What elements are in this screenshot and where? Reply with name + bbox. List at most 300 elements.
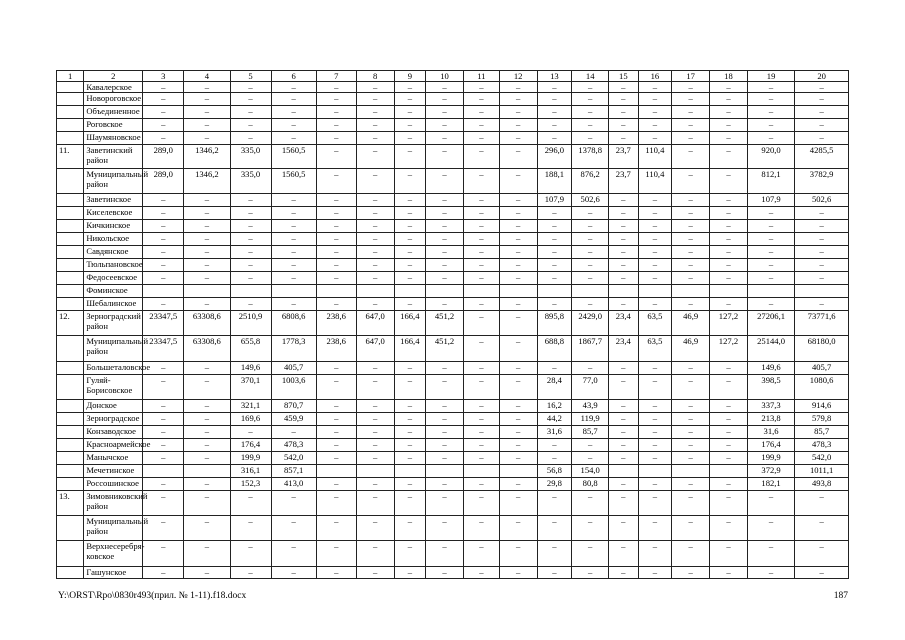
table-cell: – [710,132,748,145]
table-cell: – [463,119,499,132]
table-cell: 289,0 [143,145,184,169]
table-cell: 23,7 [609,169,638,194]
table-cell: – [426,119,464,132]
table-cell: – [426,439,464,452]
table-cell: – [672,145,710,169]
table-cell: – [316,207,356,220]
table-cell: – [463,426,499,439]
table-cell: – [572,541,609,567]
table-cell: Шебалинское [84,298,143,311]
table-row [57,106,849,119]
column-number: 4 [184,71,230,82]
table-row [57,207,849,220]
table-row [57,516,849,541]
table-cell: 870,7 [271,400,316,413]
table-cell: – [271,516,316,541]
table-cell: – [747,516,794,541]
table-cell: – [394,233,426,246]
table-cell: – [747,491,794,516]
table-cell: – [747,259,794,272]
table-row [57,311,849,336]
table-cell: 335,0 [230,169,271,194]
table-row [57,439,849,452]
table-cell: – [672,169,710,194]
table-cell: 46,9 [672,336,710,362]
table-cell: 542,0 [271,452,316,465]
table-cell: 56,8 [537,465,572,478]
table-cell: – [795,132,849,145]
table-cell: 23347,5 [143,336,184,362]
table-cell: – [499,516,537,541]
table-cell: Новороговское [84,93,143,106]
column-number: 10 [426,71,464,82]
table-cell: – [672,439,710,452]
table-cell: Тюльпановское [84,259,143,272]
table-cell: 451,2 [426,311,464,336]
table-cell: – [394,478,426,491]
table-cell: – [316,132,356,145]
table-cell: – [356,194,394,207]
table-cell: 27206,1 [747,311,794,336]
column-number: 2 [84,71,143,82]
table-cell: – [184,478,230,491]
table-cell: – [609,132,638,145]
table-cell: – [710,298,748,311]
table-cell: – [271,233,316,246]
table-cell [57,362,84,375]
table-cell: – [499,491,537,516]
table-cell: 876,2 [572,169,609,194]
table-cell: – [356,491,394,516]
table-cell: – [143,246,184,259]
table-cell: – [394,491,426,516]
table-cell: – [271,220,316,233]
table-cell: 23,7 [609,145,638,169]
table-cell: – [499,413,537,426]
table-cell: – [609,375,638,400]
table-cell: 1378,8 [572,145,609,169]
table-cell: – [710,106,748,119]
table-cell: – [537,93,572,106]
table-cell: Гашунское [84,567,143,579]
table-cell: – [710,362,748,375]
table-cell: 213,8 [747,413,794,426]
table-cell: – [638,362,672,375]
table-cell [57,119,84,132]
table-cell: – [463,541,499,567]
table-cell: Шаумяновское [84,132,143,145]
table-cell: – [316,82,356,93]
table-cell: – [271,541,316,567]
table-cell: – [609,516,638,541]
table-cell: 199,9 [230,452,271,465]
table-cell: 152,3 [230,478,271,491]
table-cell: – [710,145,748,169]
table-cell: – [795,246,849,259]
table-cell: – [638,452,672,465]
table-cell: – [609,259,638,272]
table-cell: – [638,82,672,93]
table-cell: – [394,106,426,119]
table-cell: – [710,400,748,413]
table-cell: – [638,207,672,220]
table-cell: – [394,516,426,541]
table-cell: – [143,207,184,220]
table-cell: – [537,259,572,272]
table-cell: – [638,400,672,413]
table-cell: 321,1 [230,400,271,413]
table-cell: – [463,132,499,145]
table-cell [426,285,464,298]
table-cell [184,285,230,298]
table-cell: – [463,93,499,106]
table-cell: Зимовниковский район [84,491,143,516]
table-cell: – [143,375,184,400]
table-cell: – [356,567,394,579]
table-cell: – [499,207,537,220]
table-cell: – [143,272,184,285]
table-cell: – [572,567,609,579]
table-cell: – [356,145,394,169]
table-row [57,93,849,106]
table-cell: 372,9 [747,465,794,478]
table-cell: – [672,132,710,145]
table-cell: – [394,375,426,400]
table-cell: – [426,362,464,375]
table-cell: 1560,5 [271,169,316,194]
table-cell: 1560,5 [271,145,316,169]
table-cell: – [426,246,464,259]
table-cell: 16,2 [537,400,572,413]
table-cell: 31,6 [537,426,572,439]
table-cell: – [499,246,537,259]
table-cell: – [394,362,426,375]
table-cell: – [316,272,356,285]
table-cell: – [316,194,356,207]
table-cell: – [795,207,849,220]
table-cell: – [394,93,426,106]
data-table [56,70,849,579]
table-cell: – [572,132,609,145]
table-cell: 2510,9 [230,311,271,336]
table-cell: Кичкинское [84,220,143,233]
table-cell: 647,0 [356,336,394,362]
table-cell: – [316,452,356,465]
table-cell: – [572,82,609,93]
table-cell: – [609,233,638,246]
table-cell: Конзаводское [84,426,143,439]
table-cell: – [747,272,794,285]
table-cell: Верхнесеребря-ковское [84,541,143,567]
table-cell: 176,4 [230,439,271,452]
table-cell: – [499,298,537,311]
table-cell: – [609,82,638,93]
table-cell: – [316,145,356,169]
table-cell: – [463,400,499,413]
table-cell: – [638,106,672,119]
table-cell: – [356,516,394,541]
table-cell: – [394,119,426,132]
table-cell: 63308,6 [184,311,230,336]
table-cell: – [230,93,271,106]
table-cell: – [537,207,572,220]
table-cell: Федосеевское [84,272,143,285]
table-cell: – [672,233,710,246]
page-number: 187 [833,591,848,601]
table-row [57,82,849,93]
table-cell: – [463,516,499,541]
table-cell: – [316,400,356,413]
table-cell: – [143,400,184,413]
table-cell: – [710,413,748,426]
table-cell: – [271,93,316,106]
table-cell: – [537,439,572,452]
table-cell: – [184,516,230,541]
table-cell: – [499,259,537,272]
table-cell: – [230,259,271,272]
table-cell: – [230,541,271,567]
table-cell: – [710,567,748,579]
table-cell: – [609,491,638,516]
table-cell: – [394,207,426,220]
table-cell: – [394,220,426,233]
table-cell: Фоминское [84,285,143,298]
table-cell: 296,0 [537,145,572,169]
table-cell: – [184,207,230,220]
table-cell: – [537,132,572,145]
table-cell: – [184,259,230,272]
table-cell: – [463,478,499,491]
table-cell: 316,1 [230,465,271,478]
table-cell: – [747,207,794,220]
table-cell: – [609,93,638,106]
table-cell: – [672,426,710,439]
table-cell: – [463,145,499,169]
table-cell: – [672,106,710,119]
table-cell: Заветинский район [84,145,143,169]
column-number: 12 [499,71,537,82]
table-cell: – [609,220,638,233]
table-cell: 25144,0 [747,336,794,362]
table-cell [143,285,184,298]
column-number: 7 [316,71,356,82]
table-cell: 31,6 [747,426,794,439]
table-cell: – [747,233,794,246]
table-cell: – [463,311,499,336]
column-number: 8 [356,71,394,82]
table-cell: – [463,246,499,259]
table-cell: – [271,82,316,93]
table-cell: 77,0 [572,375,609,400]
column-number: 1 [57,71,84,82]
table-cell: Муниципальный район [84,169,143,194]
table-cell: 23,4 [609,336,638,362]
table-cell: – [463,452,499,465]
table-cell: – [356,298,394,311]
table-cell: 182,1 [747,478,794,491]
table-cell: – [747,82,794,93]
table-cell: – [638,298,672,311]
column-number: 15 [609,71,638,82]
table-cell: – [710,169,748,194]
table-row [57,452,849,465]
table-cell: – [356,439,394,452]
table-cell: – [394,298,426,311]
table-cell: 23347,5 [143,311,184,336]
table-cell: 6808,6 [271,311,316,336]
table-cell: – [426,478,464,491]
table-cell: – [499,362,537,375]
table-cell: Савдянское [84,246,143,259]
table-cell: 85,7 [572,426,609,439]
table-row [57,541,849,567]
table-cell [57,246,84,259]
table-cell: – [537,567,572,579]
table-cell: – [463,362,499,375]
table-cell: – [499,194,537,207]
table-cell: – [356,375,394,400]
table-cell: 11. [57,145,84,169]
table-cell: – [463,298,499,311]
table-cell: – [795,220,849,233]
table-row [57,298,849,311]
table-cell: 1346,2 [184,169,230,194]
table-cell: – [316,362,356,375]
table-row [57,400,849,413]
table-cell: – [672,375,710,400]
table-cell: – [710,233,748,246]
table-cell: 238,6 [316,311,356,336]
table-cell: – [316,478,356,491]
table-cell: – [747,246,794,259]
table-cell: 149,6 [230,362,271,375]
table-cell: – [426,413,464,426]
table-cell: – [572,207,609,220]
table-cell: – [463,207,499,220]
table-cell: – [230,246,271,259]
table-cell: – [143,119,184,132]
table-cell: 85,7 [795,426,849,439]
table-cell: 895,8 [537,311,572,336]
table-cell: – [426,233,464,246]
table-cell: – [316,516,356,541]
table-cell [57,478,84,491]
table-cell [57,82,84,93]
table-cell: – [463,233,499,246]
table-cell: 812,1 [747,169,794,194]
table-cell: – [394,439,426,452]
table-cell [710,465,748,478]
table-cell: – [356,541,394,567]
table-cell: 493,8 [795,478,849,491]
table-cell: – [184,362,230,375]
table-cell: – [463,220,499,233]
table-cell: – [356,169,394,194]
table-cell: – [394,194,426,207]
table-cell [356,465,394,478]
table-row [57,465,849,478]
table-cell: Донское [84,400,143,413]
table-cell: – [537,246,572,259]
column-number: 5 [230,71,271,82]
table-cell: – [795,82,849,93]
table-cell: – [710,491,748,516]
table-cell [710,285,748,298]
table-cell: – [672,82,710,93]
table-cell: – [463,259,499,272]
table-cell: – [316,259,356,272]
table-cell: – [356,220,394,233]
table-cell: 398,5 [747,375,794,400]
table-cell: – [710,82,748,93]
table-cell: – [499,400,537,413]
table-cell: – [638,233,672,246]
table-cell: – [609,207,638,220]
table-cell: – [638,272,672,285]
table-cell [57,426,84,439]
table-cell: – [499,375,537,400]
table-cell: – [143,439,184,452]
table-cell: – [394,452,426,465]
table-cell [57,169,84,194]
table-cell: 46,9 [672,311,710,336]
table-cell [57,541,84,567]
table-cell: – [356,272,394,285]
table-cell: – [394,541,426,567]
table-cell: – [426,567,464,579]
table-cell: – [672,194,710,207]
table-cell [463,285,499,298]
table-cell: – [426,400,464,413]
table-cell: – [356,82,394,93]
table-cell: – [609,272,638,285]
table-cell: – [426,452,464,465]
table-cell: – [572,516,609,541]
table-cell: – [463,194,499,207]
table-cell: – [572,93,609,106]
table-cell: 1346,2 [184,145,230,169]
table-cell: – [672,246,710,259]
table-cell: – [184,439,230,452]
table-cell: – [672,478,710,491]
table-cell [499,285,537,298]
table-row [57,336,849,362]
table-cell: – [499,145,537,169]
table-cell: – [499,541,537,567]
table-cell: Большеталовское [84,362,143,375]
table-cell: – [795,298,849,311]
table-cell: – [609,298,638,311]
table-cell: – [672,119,710,132]
table-cell: – [710,207,748,220]
table-cell: – [356,362,394,375]
table-cell: – [463,106,499,119]
table-cell: – [271,426,316,439]
table-cell: – [394,400,426,413]
table-cell: 370,1 [230,375,271,400]
table-cell [316,285,356,298]
table-cell [57,439,84,452]
table-cell: – [356,452,394,465]
table-cell: – [638,426,672,439]
table-cell: – [638,516,672,541]
table-cell: – [143,541,184,567]
table-cell [672,465,710,478]
table-cell: – [271,491,316,516]
table-cell: – [316,567,356,579]
table-cell: – [638,259,672,272]
table-cell [57,285,84,298]
